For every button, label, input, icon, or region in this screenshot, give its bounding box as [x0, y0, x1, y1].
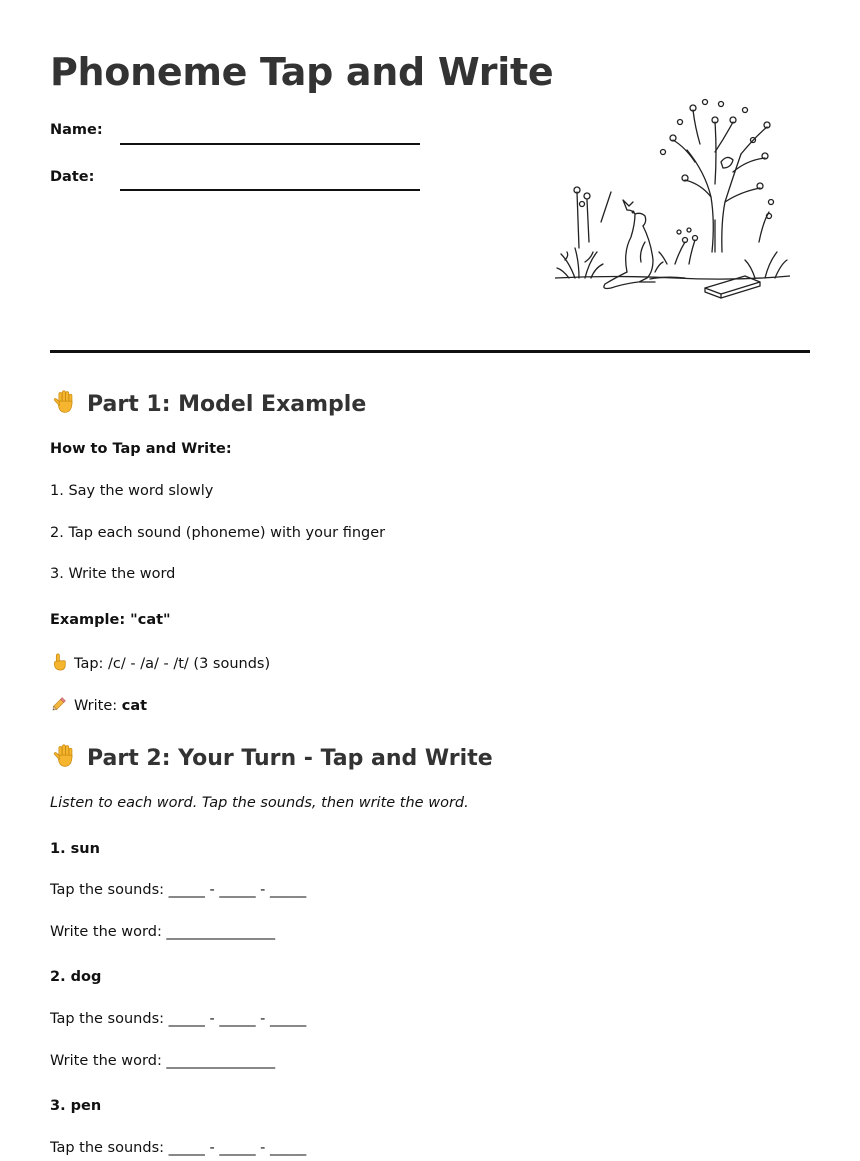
page-title: Phoneme Tap and Write: [50, 50, 554, 94]
raised-hand-icon: [50, 743, 79, 769]
part2-heading: [50, 743, 493, 771]
part1-heading-text: Part 1: Model Example: [87, 392, 367, 417]
pointing-finger-icon: [50, 653, 68, 671]
name-label: Name:: [50, 122, 103, 138]
example-tap-line: [50, 653, 270, 672]
item-2-write-line[interactable]: Write the word: _______________: [50, 1053, 276, 1069]
pencil-icon: [50, 695, 68, 713]
item-2-title: 2. dog: [50, 969, 102, 985]
header-divider: [50, 350, 810, 353]
part1-heading: [50, 389, 366, 417]
example-write-line: [50, 695, 147, 714]
item-2-tap-line[interactable]: Tap the sounds: _____ - _____ - _____: [50, 1011, 307, 1027]
item-1-tap-line[interactable]: Tap the sounds: _____ - _____ - _____: [50, 882, 307, 898]
part2-heading-text: Part 2: Your Turn - Tap and Write: [87, 746, 493, 771]
example-write-word: cat: [121, 698, 148, 714]
example-title: Example: "cat": [50, 612, 171, 628]
kangaroo-under-tree-illustration: [555, 92, 790, 304]
name-field[interactable]: [120, 143, 420, 145]
part2-instructions: Listen to each word. Tap the sounds, then write the word.: [50, 795, 469, 811]
step-3: 3. Write the word: [50, 566, 176, 582]
item-1-write-line[interactable]: Write the word: _______________: [50, 924, 276, 940]
step-2: 2. Tap each sound (phoneme) with your finger: [50, 525, 386, 541]
date-field[interactable]: [120, 189, 420, 191]
step-1: 1. Say the word slowly: [50, 483, 214, 499]
raised-hand-icon: [50, 389, 79, 415]
item-3-title: 3. pen: [50, 1098, 102, 1114]
how-to-title: How to Tap and Write:: [50, 441, 232, 457]
date-label: Date:: [50, 169, 95, 185]
item-1-title: 1. sun: [50, 841, 100, 857]
item-3-tap-line[interactable]: Tap the sounds: _____ - _____ - _____: [50, 1140, 307, 1156]
example-write-label: Write:: [74, 698, 122, 714]
example-tap-text: Tap: /c/ - /a/ - /t/ (3 sounds): [74, 656, 271, 672]
